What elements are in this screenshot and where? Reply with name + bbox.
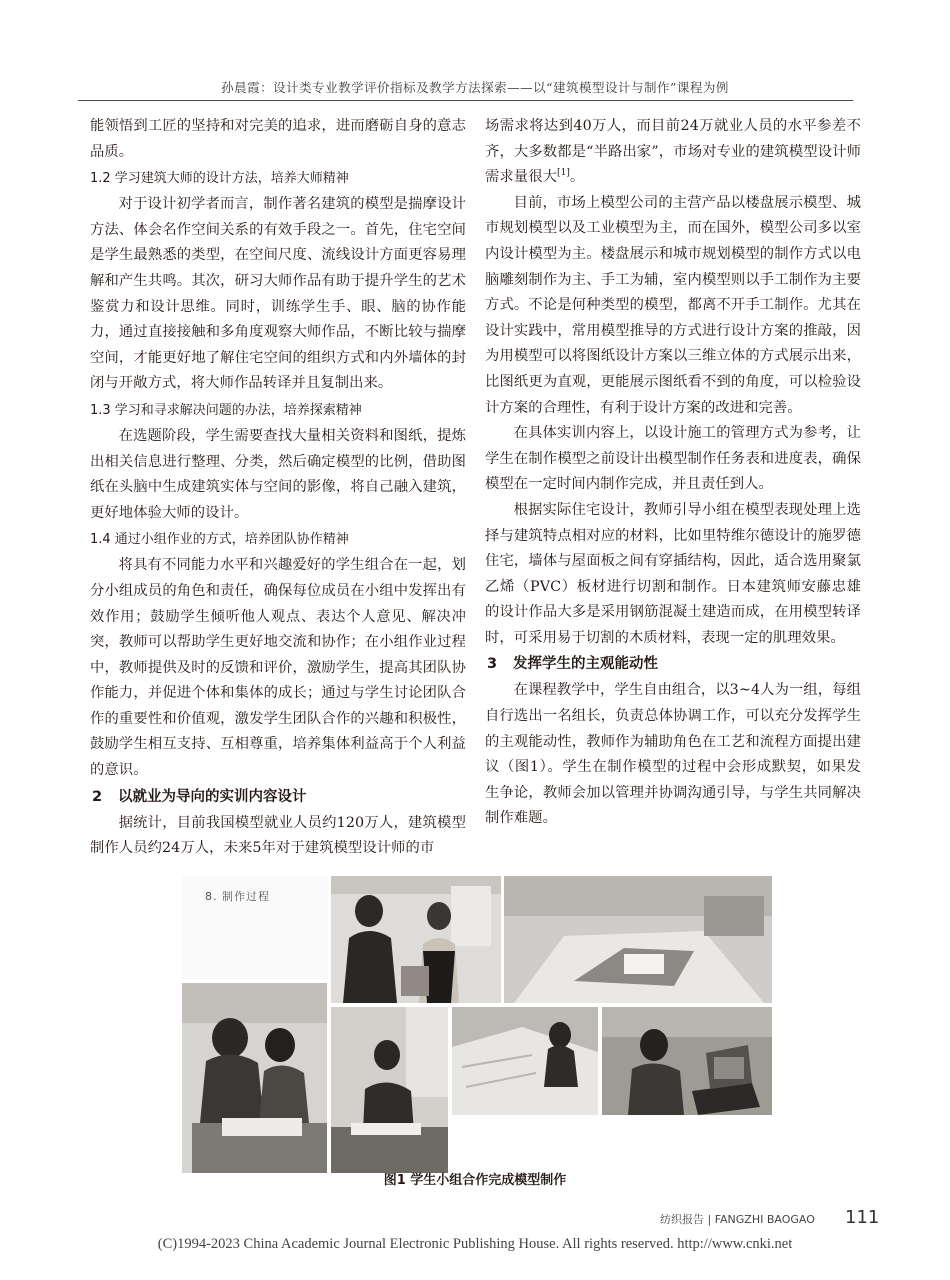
photo-students-cutting <box>182 983 327 1173</box>
figure-caption: 图1 学生小组合作完成模型制作 <box>383 1173 567 1188</box>
citation-ref[interactable]: [1] <box>556 168 571 179</box>
section-heading-2 <box>90 784 466 811</box>
paragraph: 将具有不同能力水平和兴趣爱好的学生组合在一起，划分小组成员的角色和责任，确保每位成员在小组中发挥出有效作用；鼓励学生倾听他人观点、表达个人意见、解决冲突，教师可以帮助学生更好地交流和协作；在小组作业过程中，教师提供及时的反馈和评价，激励学生，提高其团队协作能力，并促进个体和集体的成长；通过与学生讨论团队合作的重要性和价值观，激发学生团队合作的兴趣和积极性，鼓励学生相互支持、互相尊重，培养集体利益高于个人利益的意识。 <box>90 557 466 779</box>
photo-student-laptop <box>602 1007 772 1115</box>
section-title: 发挥学生的主观能动性 <box>513 656 658 673</box>
page-number: 111 <box>845 1207 880 1228</box>
running-head: 孙晨霞：设计类专业教学评价指标及教学方法探索——以“建筑模型设计与制作”课程为例 <box>221 80 729 95</box>
paragraph: 对于设计初学者而言，制作著名建筑的模型是揣摩设计方法、体会名作空间关系的有效手段之一。首先，住宅空间是学生最熟悉的类型，在空间尺度、流线设计方面更容易理解和产生共鸣。其次，研习大师作品有助于提升学生的艺术鉴赏力和设计思维。同时，训练学生手、眼、脑的协作能力，通过直接接触和多角度观察大师作品，不断比较与揣摩空间，才能更好地了解住宅空间的组织方式和内外墙体的封闭与开敞方式，将大师作品转译并且复制出来。 <box>90 196 466 392</box>
paragraph: 据统计，目前我国模型就业人员约120万人，建筑模型制作人员约24万人，未来5年对于建筑模型设计师的市 <box>90 814 466 857</box>
paragraph: 在具体实训内容上，以设计施工的管理方式为参考，让学生在制作模型之前设计出模型制作任务表和进度表，确保模型在一定时间内制作完成，并且责任到人。 <box>485 425 861 493</box>
photo-students-standing <box>331 876 501 1003</box>
figure-label: 8. 制作过程 <box>205 890 270 903</box>
photo-drawing-sheets <box>452 1007 598 1115</box>
photo-student-working <box>331 1007 448 1173</box>
photo-model-on-table <box>504 876 772 1003</box>
paragraph-text: 场需求将达到40万人，而目前24万就业人员的水平参差不齐，大多数都是“半路出家”，市场对专业的建筑模型设计师需求量很大 <box>485 118 861 186</box>
paragraph-end: 。 <box>570 169 585 186</box>
section-heading-1-4: 1.4 通过小组作业的方式，培养团队协作精神 <box>90 532 349 548</box>
paragraph: 在课程教学中，学生自由组合，以3~4人为一组，每组自行选出一名组长，负责总体协调工作，可以充分发挥学生的主观能动性，教师作为辅助角色在工艺和流程方面提出建议（图1）。学生在制作模型的过程中会形成默契，如果发生争论，教师会加以管理并协调沟通引导，与学生共同解决制作难题。 <box>485 682 861 827</box>
paragraph: 在选题阶段，学生需要查找大量相关资料和图纸，提炼出相关信息进行整理、分类，然后确定模型的比例，借助图纸在头脑中生成建筑实体与空间的影像，将自己融入建筑，更好地体验大师的设计。 <box>90 427 466 521</box>
paragraph: 能领悟到工匠的坚持和对完美的追求，进而磨砺自身的意志品质。 <box>90 118 466 160</box>
copyright-notice: (C)1994-2023 China Academic Journal Electronic Publishing House. All rights reserved. http://www.cnki.net <box>157 1236 793 1252</box>
paragraph: 根据实际住宅设计，教师引导小组在模型表现处理上选择与建筑特点相对应的材料，比如里特维尔德设计的施罗德住宅，墙体与屋面板之间有穿插结构，因此，适合选用聚氯乙烯（PVC）板材进行切割和制作。日本建筑师安藤忠雄的设计作品大多是采用钢筋混凝土建造而成，在用模型转译时，可采用易于切割的木质材料，表现一定的肌理效果。 <box>485 501 861 646</box>
section-number: 3 <box>487 656 498 673</box>
section-title: 以就业为导向的实训内容设计 <box>118 788 307 805</box>
paragraph: 目前，市场上模型公司的主营产品以楼盘展示模型、城市规划模型以及工业模型为主，而在国外，模型公司多以室内设计模型为主。楼盘展示和城市规划模型的制作方式以电脑雕刻制作为主、手工为辅，室内模型则以手工制作为主要方式。不论是何种类型的模型，都离不开手工制作。尤其在设计实践中，常用模型推导的方式进行设计方案的推敲，因为用模型可以将图纸设计方案以三维立体的方式展示出来，比图纸更为直观，更能展示图纸看不到的角度，可以检验设计方案的合理性，有利于设计方案的改进和完善。 <box>485 194 861 416</box>
section-heading-1-3: 1.3 学习和寻求解决问题的办法，培养探索精神 <box>90 402 362 418</box>
left-column <box>90 114 466 862</box>
section-number: 2 <box>92 788 103 805</box>
header-rule <box>78 100 853 101</box>
right-column <box>485 114 861 832</box>
journal-folio: 纺织报告 | FANGZHI BAOGAO <box>660 1213 815 1226</box>
paragraph <box>485 114 861 191</box>
section-heading-1-2: 1.2 学习建筑大师的设计方法，培养大师精神 <box>90 171 349 187</box>
section-heading-3 <box>485 651 861 678</box>
